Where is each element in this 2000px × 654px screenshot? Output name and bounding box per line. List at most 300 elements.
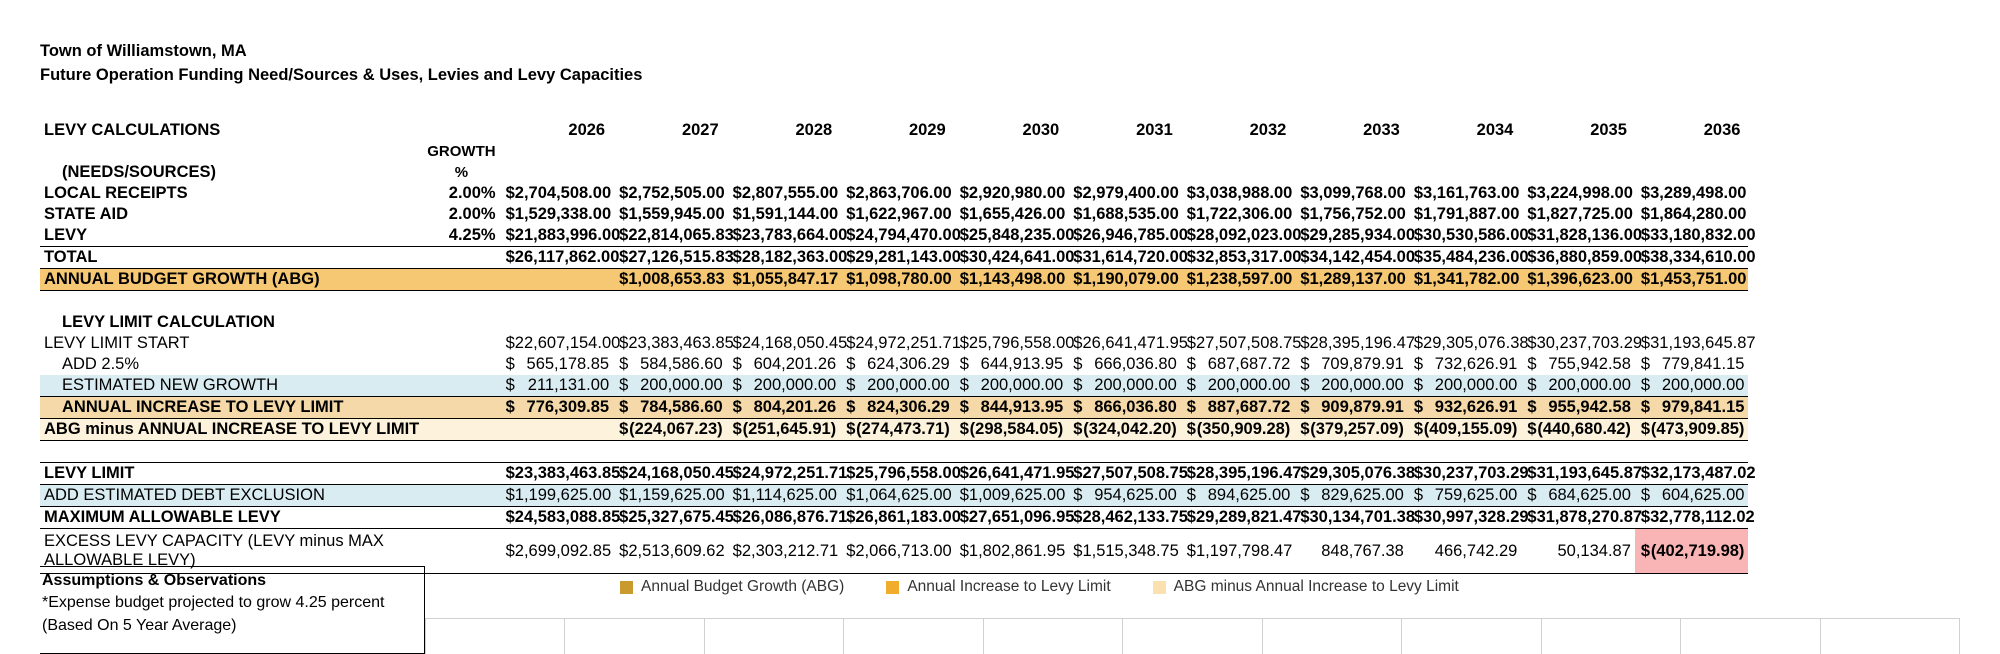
- cell-value: $ 1,827,725.00: [1527, 205, 1633, 223]
- dollar-sign: $: [732, 184, 742, 202]
- cell-value: $ 684,625.00: [1521, 485, 1635, 507]
- notes-line-1: *Expense budget projected to grow 4.25 percent: [42, 594, 385, 612]
- cell-value: $ 1,756,752.00: [1300, 205, 1406, 223]
- dollar-sign: $: [619, 541, 629, 560]
- dollar-sign: $: [959, 486, 969, 504]
- dollar-sign: $: [959, 355, 969, 373]
- dollar-sign: $: [959, 508, 969, 526]
- dollar-sign: $: [1073, 486, 1083, 504]
- dollar-sign: $: [1073, 541, 1083, 560]
- cell-value: $ 1,622,967.00: [846, 205, 952, 223]
- dollar-sign: $: [1527, 464, 1537, 482]
- dollar-sign: $: [732, 464, 742, 482]
- dollar-sign: $: [619, 248, 629, 266]
- dollar-sign: $: [1413, 508, 1424, 526]
- cell-value: $ 24,168,050.45: [732, 334, 848, 352]
- cell-value: $ 955,942.58: [1521, 397, 1635, 419]
- cell-value: $ 30,997,328.29: [1408, 507, 1522, 529]
- dollar-sign: $: [619, 334, 629, 352]
- growth-percent-symbol: %: [454, 163, 469, 181]
- sheet-titles: [40, 40, 642, 88]
- legend-item: [620, 578, 844, 596]
- row-label-annual-budget-growth: ANNUAL BUDGET GROWTH (ABG): [40, 269, 423, 291]
- cell-value: $ 1,688,535.00: [1073, 205, 1179, 223]
- dollar-sign: $: [505, 355, 515, 373]
- row-label-excess-levy-capacity: EXCESS LEVY CAPACITY (LEVY minus MAX ALLOWABLE LEVY): [40, 529, 423, 574]
- dollar-sign: $: [732, 420, 742, 438]
- cell-value: $ 1,529,338.00: [505, 205, 612, 223]
- row-label-total: TOTAL: [40, 247, 423, 269]
- dollar-sign: $: [1300, 355, 1310, 373]
- dollar-sign: $: [846, 355, 856, 373]
- levy-limit-calculation-header-row: [40, 312, 1748, 333]
- cell-value: $ 30,237,703.29: [1408, 463, 1522, 485]
- dollar-sign: $: [1186, 226, 1196, 244]
- cell-value: $ (324,042.20): [1067, 419, 1181, 441]
- growth-header-row: [40, 141, 1748, 162]
- cell-value: $ 784,586.60: [613, 397, 727, 419]
- cell-value: $ 27,126,515.83: [613, 247, 727, 269]
- cell-value: $ 759,625.00: [1408, 485, 1522, 507]
- row-label-levy: LEVY: [44, 226, 88, 244]
- dollar-sign: $: [732, 486, 742, 504]
- cell-value: $ 1,791,887.00: [1413, 205, 1520, 223]
- cell-value: $ 31,614,720.00: [1067, 247, 1181, 269]
- cell-value: $ 1,098,780.00: [840, 269, 954, 291]
- dollar-sign: $: [1640, 420, 1651, 438]
- dollar-sign: $: [1186, 184, 1196, 202]
- table-row: [40, 354, 1748, 375]
- dollar-sign: $: [1073, 376, 1083, 394]
- dollar-sign: $: [1640, 376, 1651, 394]
- cell-value: $ (440,680.42): [1521, 419, 1635, 441]
- dollar-sign: $: [846, 541, 856, 560]
- table-row: [40, 204, 1748, 225]
- cell-value: $ 2,699,092.85: [500, 529, 614, 574]
- cell-value: $ 1,238,597.00: [1181, 269, 1295, 291]
- cell-value: $ 25,848,235.00: [959, 226, 1075, 244]
- dollar-sign: $: [619, 508, 629, 526]
- dollar-sign: $: [505, 508, 515, 526]
- grid-cell: [1680, 618, 1819, 654]
- cell-value: $ 1,453,751.00: [1635, 269, 1749, 291]
- dollar-sign: $: [1413, 248, 1424, 266]
- dollar-sign: $: [619, 226, 629, 244]
- dollar-sign: $: [505, 184, 515, 202]
- cell-value: $ 2,807,555.00: [732, 184, 839, 202]
- dollar-sign: $: [1300, 376, 1310, 394]
- dollar-sign: $: [1186, 270, 1196, 288]
- table-header-row: [40, 120, 1748, 141]
- needs-sources-row: [40, 162, 1748, 183]
- dollar-sign: $: [959, 464, 969, 482]
- row-label-add-estimated-debt-exclusion: ADD ESTIMATED DEBT EXCLUSION: [40, 485, 423, 507]
- legend-label: Annual Budget Growth (ABG): [641, 578, 845, 595]
- dollar-sign: $: [959, 376, 969, 394]
- dollar-sign: $: [732, 226, 742, 244]
- cell-value: $ 26,641,471.95: [1073, 334, 1188, 352]
- cell-value: $ 200,000.00: [1294, 375, 1408, 397]
- dollar-sign: $: [732, 398, 742, 416]
- dollar-sign: $: [959, 248, 969, 266]
- cell-value: $ 31,878,270.87: [1521, 507, 1635, 529]
- cell-value: $ 954,625.00: [1067, 485, 1181, 507]
- dollar-sign: $: [846, 248, 856, 266]
- dollar-sign: $: [505, 334, 515, 352]
- legend-swatch-abg: [620, 581, 633, 594]
- dollar-sign: $: [1300, 226, 1310, 244]
- dollar-sign: $: [619, 486, 629, 504]
- dollar-sign: $: [505, 398, 515, 416]
- row-label-abg-minus-increase: ABG minus ANNUAL INCREASE TO LEVY LIMIT: [40, 419, 423, 441]
- cell-value: $ 1,559,945.00: [619, 205, 725, 223]
- cell-value: $ 644,913.95: [959, 355, 1064, 373]
- dollar-sign: $: [846, 376, 856, 394]
- dollar-sign: $: [619, 398, 629, 416]
- cell-value: $ 24,583,088.85: [500, 507, 614, 529]
- chart-legend: [620, 578, 1459, 596]
- row-label-levy-limit: LEVY LIMIT: [40, 463, 423, 485]
- dollar-sign: $: [1527, 226, 1537, 244]
- cell-value: $ 24,168,050.45: [613, 463, 727, 485]
- cell-value: $ 36,880,859.00: [1521, 247, 1635, 269]
- legend-label: ABG minus Annual Increase to Levy Limit: [1173, 578, 1459, 595]
- cell-value: $ 24,972,251.71: [846, 334, 961, 352]
- year-header: 2035: [1590, 121, 1627, 139]
- cell-value: $ 31,193,645.87: [1521, 463, 1635, 485]
- cell-value: $ 200,000.00: [727, 375, 841, 397]
- cell-value: $ 1,190,079.00: [1067, 269, 1181, 291]
- dollar-sign: $: [1186, 205, 1196, 223]
- dollar-sign: $: [1527, 486, 1537, 504]
- cell-value: $ 29,289,821.47: [1181, 507, 1295, 529]
- cell-value: $ 200,000.00: [840, 375, 954, 397]
- growth-state-aid: 2.00%: [448, 205, 496, 223]
- dollar-sign: $: [846, 486, 856, 504]
- cell-value: $ 1,197,798.47: [1181, 529, 1295, 574]
- cell-value: $ 30,530,586.00: [1413, 226, 1529, 244]
- cell-value: $ 604,625.00: [1635, 485, 1749, 507]
- cell-value: $ 200,000.00: [1181, 375, 1295, 397]
- dollar-sign: $: [846, 184, 856, 202]
- dollar-sign: $: [1527, 334, 1537, 352]
- grid-cell: [843, 618, 982, 654]
- table-row-annual-increase-levy-limit: [40, 397, 1748, 419]
- year-header: 2033: [1363, 121, 1400, 139]
- dollar-sign: $: [1527, 420, 1537, 438]
- cell-value: $ 29,285,934.00: [1300, 226, 1416, 244]
- cell-value: $ 932,626.91: [1408, 397, 1522, 419]
- dollar-sign: $: [1300, 464, 1310, 482]
- cell-value: $ 755,942.58: [1527, 355, 1631, 373]
- dollar-sign: $: [1073, 464, 1083, 482]
- cell-value: $ 894,625.00: [1181, 485, 1295, 507]
- table-row-debt-exclusion: [40, 485, 1748, 507]
- cell-value: 50,134.87: [1521, 529, 1635, 574]
- spacer-row: [40, 441, 1748, 463]
- dollar-sign: $: [1640, 226, 1651, 244]
- table-row: [40, 225, 1748, 247]
- cell-value: $ 979,841.15: [1635, 397, 1749, 419]
- table-row: [40, 183, 1748, 204]
- dollar-sign: $: [1640, 464, 1651, 482]
- cell-value: $ 29,305,076.38: [1413, 334, 1529, 352]
- needs-sources-label: (NEEDS/SOURCES): [62, 163, 217, 181]
- cell-value: $ 23,783,664.00: [732, 226, 848, 244]
- dollar-sign: $: [1527, 205, 1537, 223]
- grid-cell: [1122, 618, 1261, 654]
- cell-value: $ 26,086,876.71: [727, 507, 841, 529]
- dollar-sign: $: [1073, 226, 1083, 244]
- cell-value: $ 32,853,317.00: [1181, 247, 1295, 269]
- cell-value: $ 26,641,471.95: [954, 463, 1068, 485]
- cell-value: $ 584,586.60: [619, 355, 723, 373]
- cell-value: $ 776,309.85: [500, 397, 614, 419]
- cell-value: $ (298,584.05): [954, 419, 1068, 441]
- cell-value: $ 1,055,847.17: [727, 269, 841, 291]
- dollar-sign: $: [505, 541, 515, 560]
- cell-value: $ 28,395,196.47: [1181, 463, 1295, 485]
- dollar-sign: $: [959, 541, 969, 560]
- grid-cell: [1262, 618, 1401, 654]
- dollar-sign: $: [1527, 508, 1537, 526]
- dollar-sign: $: [1527, 376, 1537, 394]
- notes-title: Assumptions & Observations: [42, 572, 267, 589]
- spacer-row: [40, 291, 1748, 313]
- dollar-sign: $: [1640, 398, 1651, 416]
- cell-value: $ 28,092,023.00: [1186, 226, 1302, 244]
- cell-value: [500, 269, 614, 291]
- cell-value: $ 31,828,136.00: [1527, 226, 1643, 244]
- title-line-2: Future Operation Funding Need/Sources & Uses, Levies and Levy Capacities: [40, 65, 643, 84]
- cell-value: $ 2,920,980.00: [959, 184, 1066, 202]
- growth-levy: 4.25%: [448, 226, 496, 244]
- dollar-sign: $: [959, 398, 969, 416]
- dollar-sign: $: [959, 184, 969, 202]
- year-header: 2032: [1249, 121, 1287, 139]
- year-header: 2028: [795, 121, 833, 139]
- table-row-abg-minus-increase: [40, 419, 1748, 441]
- cell-value: $ 732,626.91: [1413, 355, 1518, 373]
- dollar-sign: $: [505, 464, 515, 482]
- dollar-sign: $: [1186, 420, 1196, 438]
- dollar-sign: $: [732, 508, 742, 526]
- dollar-sign: $: [619, 270, 629, 288]
- cell-value: $ 21,883,996.00: [505, 226, 621, 244]
- cell-value: $ 38,334,610.00: [1635, 247, 1749, 269]
- dollar-sign: $: [1073, 270, 1083, 288]
- cell-value: $ 3,161,763.00: [1413, 184, 1520, 202]
- cell-value: $ 30,424,641.00: [954, 247, 1068, 269]
- dollar-sign: $: [1640, 355, 1651, 373]
- dollar-sign: $: [1073, 334, 1083, 352]
- cell-value: $ 844,913.95: [954, 397, 1068, 419]
- cell-value: $ 1,396,623.00: [1521, 269, 1635, 291]
- dollar-sign: $: [1527, 398, 1537, 416]
- row-label-add-2-5: ADD 2.5%: [62, 355, 140, 373]
- cell-value: $ 866,036.80: [1067, 397, 1181, 419]
- row-label-maximum-allowable-levy: MAXIMUM ALLOWABLE LEVY: [40, 507, 423, 529]
- dollar-sign: $: [1640, 248, 1651, 266]
- table-row-annual-budget-growth: [40, 269, 1748, 291]
- year-header: 2029: [909, 121, 946, 139]
- dollar-sign: $: [1073, 355, 1083, 373]
- dollar-sign: $: [1300, 398, 1310, 416]
- year-header: 2036: [1703, 121, 1741, 139]
- dollar-sign: $: [1527, 270, 1537, 288]
- dollar-sign: $: [1413, 355, 1424, 373]
- dollar-sign: $: [1073, 420, 1083, 438]
- dollar-sign: $: [1413, 334, 1424, 352]
- dollar-sign: $: [619, 420, 629, 438]
- assumptions-notes-box: [40, 566, 425, 654]
- cell-value: $ 887,687.72: [1181, 397, 1295, 419]
- cell-value: $ 25,796,558.00: [959, 334, 1075, 352]
- dollar-sign: $: [1300, 248, 1310, 266]
- cell-value: $ 2,704,508.00: [505, 184, 612, 202]
- legend-item: [886, 578, 1110, 596]
- cell-value: $ 1,009,625.00: [954, 485, 1068, 507]
- cell-value: $ 1,199,625.00: [500, 485, 614, 507]
- cell-value: $ 28,395,196.47: [1300, 334, 1416, 352]
- dollar-sign: $: [1186, 464, 1196, 482]
- cell-value: $ 34,142,454.00: [1294, 247, 1408, 269]
- cell-value: $ 2,863,706.00: [846, 184, 952, 202]
- cell-value: $ 804,201.26: [727, 397, 841, 419]
- year-header: 2027: [681, 121, 719, 139]
- dollar-sign: $: [959, 420, 969, 438]
- cell-value: $ 211,131.00: [500, 375, 614, 397]
- levy-calculations-header: LEVY CALCULATIONS: [44, 121, 221, 139]
- cell-value: $ 2,513,609.62: [613, 529, 727, 574]
- cell-value: $ 1,655,426.00: [959, 205, 1066, 223]
- dollar-sign: $: [505, 376, 515, 394]
- dollar-sign: $: [846, 226, 856, 244]
- dollar-sign: $: [846, 270, 856, 288]
- dollar-sign: $: [1413, 270, 1424, 288]
- dollar-sign: $: [732, 248, 742, 266]
- dollar-sign: $: [1186, 541, 1196, 560]
- dollar-sign: $: [1527, 355, 1537, 373]
- bottom-grid-strip: [425, 618, 1960, 654]
- grid-cell: [704, 618, 843, 654]
- dollar-sign: $: [732, 376, 742, 394]
- cell-value: $ (409,155.09): [1408, 419, 1522, 441]
- row-label-estimated-new-growth: ESTIMATED NEW GROWTH: [40, 375, 423, 397]
- dollar-sign: $: [1413, 464, 1424, 482]
- dollar-sign: $: [1186, 486, 1196, 504]
- dollar-sign: $: [846, 398, 856, 416]
- cell-value: $ 200,000.00: [1521, 375, 1635, 397]
- dollar-sign: $: [959, 205, 969, 223]
- cell-value: $ 3,038,988.00: [1186, 184, 1293, 202]
- dollar-sign: $: [1073, 398, 1083, 416]
- dollar-sign: $: [846, 205, 856, 223]
- cell-value: $ 29,305,076.38: [1294, 463, 1408, 485]
- cell-value: $ 30,134,701.38: [1294, 507, 1408, 529]
- table-row-total: [40, 247, 1748, 269]
- year-header: 2030: [1022, 121, 1060, 139]
- cell-value: $ 1,864,280.00: [1640, 205, 1747, 223]
- cell-value: $ (224,067.23): [613, 419, 727, 441]
- row-label-state-aid: STATE AID: [44, 205, 129, 223]
- table-row: [40, 375, 1748, 397]
- dollar-sign: $: [1527, 248, 1537, 266]
- cell-value: $ 2,066,713.00: [840, 529, 954, 574]
- dollar-sign: $: [732, 334, 742, 352]
- levy-limit-calculation-header: LEVY LIMIT CALCULATION: [62, 313, 275, 331]
- dollar-sign: $: [505, 248, 515, 266]
- dollar-sign: $: [1186, 508, 1196, 526]
- dollar-sign: $: [1413, 376, 1424, 394]
- dollar-sign: $: [846, 464, 856, 482]
- dollar-sign: $: [732, 205, 742, 223]
- dollar-sign: $: [732, 270, 742, 288]
- cell-value: $ 1,064,625.00: [840, 485, 954, 507]
- cell-value: $ 1,143,498.00: [954, 269, 1068, 291]
- cell-value: $ 27,507,508.75: [1067, 463, 1181, 485]
- dollar-sign: $: [846, 334, 856, 352]
- cell-value: $ 1,802,861.95: [954, 529, 1068, 574]
- table-row-maximum-allowable-levy: [40, 507, 1748, 529]
- cell-value: $ 1,722,306.00: [1186, 205, 1293, 223]
- growth-local-receipts: 2.00%: [448, 184, 496, 202]
- dollar-sign: $: [1186, 355, 1196, 373]
- cell-value: $ 26,861,183.00: [840, 507, 954, 529]
- dollar-sign: $: [619, 205, 629, 223]
- cell-value: $ 666,036.80: [1073, 355, 1177, 373]
- cell-value: $ 200,000.00: [954, 375, 1068, 397]
- dollar-sign: $: [1073, 205, 1083, 223]
- cell-value: $ 1,114,625.00: [727, 485, 841, 507]
- dollar-sign: $: [505, 486, 515, 504]
- grid-cell: [1541, 618, 1680, 654]
- cell-value: $ 27,507,508.75: [1186, 334, 1302, 352]
- cell-value: $ 909,879.91: [1294, 397, 1408, 419]
- table-row-levy-limit: [40, 463, 1748, 485]
- cell-value: $ 3,289,498.00: [1640, 184, 1747, 202]
- cell-value: $ 22,814,065.83: [619, 226, 734, 244]
- cell-value: 466,742.29: [1408, 529, 1522, 574]
- row-label-annual-increase-to-levy-limit: ANNUAL INCREASE TO LEVY LIMIT: [40, 397, 423, 419]
- cell-value: $ 1,159,625.00: [613, 485, 727, 507]
- dollar-sign: $: [1640, 486, 1651, 504]
- cell-value: $ 200,000.00: [1067, 375, 1181, 397]
- dollar-sign: $: [1186, 398, 1196, 416]
- legend-item: [1153, 578, 1459, 596]
- cell-value: $ 26,946,785.00: [1073, 226, 1188, 244]
- dollar-sign: $: [1186, 376, 1196, 394]
- cell-value: $ 1,289,137.00: [1294, 269, 1408, 291]
- dollar-sign: $: [1300, 205, 1310, 223]
- cell-value: $ 32,173,487.02: [1635, 463, 1749, 485]
- dollar-sign: $: [505, 205, 515, 223]
- dollar-sign: $: [1186, 248, 1196, 266]
- cell-value: [500, 419, 614, 441]
- dollar-sign: $: [732, 541, 742, 560]
- cell-value: $ 32,778,112.02: [1635, 507, 1749, 529]
- dollar-sign: $: [1640, 508, 1651, 526]
- dollar-sign: $: [1300, 508, 1310, 526]
- dollar-sign: $: [619, 184, 629, 202]
- dollar-sign: $: [1640, 205, 1651, 223]
- row-label-local-receipts: LOCAL RECEIPTS: [44, 184, 188, 202]
- cell-value: $ 565,178.85: [505, 355, 610, 373]
- cell-value: $ 829,625.00: [1294, 485, 1408, 507]
- cell-value: $ 29,281,143.00: [840, 247, 954, 269]
- cell-value: $ 624,306.29: [846, 355, 950, 373]
- grid-cell: [425, 618, 564, 654]
